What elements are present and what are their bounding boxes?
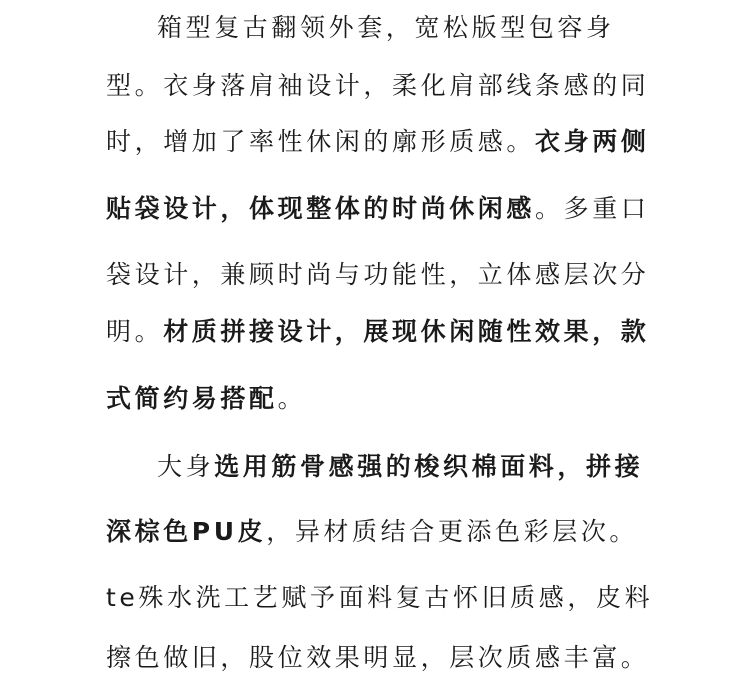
text-line (106, 127, 666, 157)
text-line (157, 13, 666, 43)
text-run: 明。 (106, 317, 164, 346)
text-line (106, 71, 666, 101)
bold-text-run: 选用筋骨感强的梭织棉面料，拼接 (214, 452, 644, 481)
text-line (157, 452, 666, 482)
text-line (106, 194, 666, 224)
bold-text-run: 材质拼接设计，展现休闲随性效果，款 (163, 317, 650, 346)
text-run: 。 (277, 384, 307, 413)
text-run: ，异材质结合更添色彩层次。 (266, 517, 639, 546)
text-run: 擦色做旧，股位效果明显，层次质感丰富。 (106, 643, 650, 672)
bold-text-run: 衣身两侧 (535, 127, 650, 156)
text-run: 。多重口 (535, 194, 650, 223)
text-line (106, 317, 666, 347)
text-run: 时，增加了率性休闲的廓形质感。 (106, 127, 536, 156)
bold-text-run: 式简约易搭配 (106, 384, 278, 413)
bold-text-run: 贴袋设计，体现整体的时尚休闲感 (106, 194, 536, 223)
bold-text-run: 深棕色PU皮 (106, 517, 267, 546)
text-run: 大身 (157, 452, 215, 481)
text-line (106, 643, 666, 673)
text-line (106, 384, 666, 414)
text-line (106, 583, 666, 613)
text-run: 型。衣身落肩袖设计，柔化肩部线条感的同 (106, 71, 650, 100)
text-run: te殊水洗工艺赋予面料复古怀旧质感，皮料 (106, 583, 654, 612)
text-line (106, 517, 666, 547)
text-line (106, 260, 666, 290)
text-run: 箱型复古翻领外套，宽松版型包容身 (157, 13, 615, 42)
text-run: 袋设计，兼顾时尚与功能性，立体感层次分 (106, 260, 650, 289)
